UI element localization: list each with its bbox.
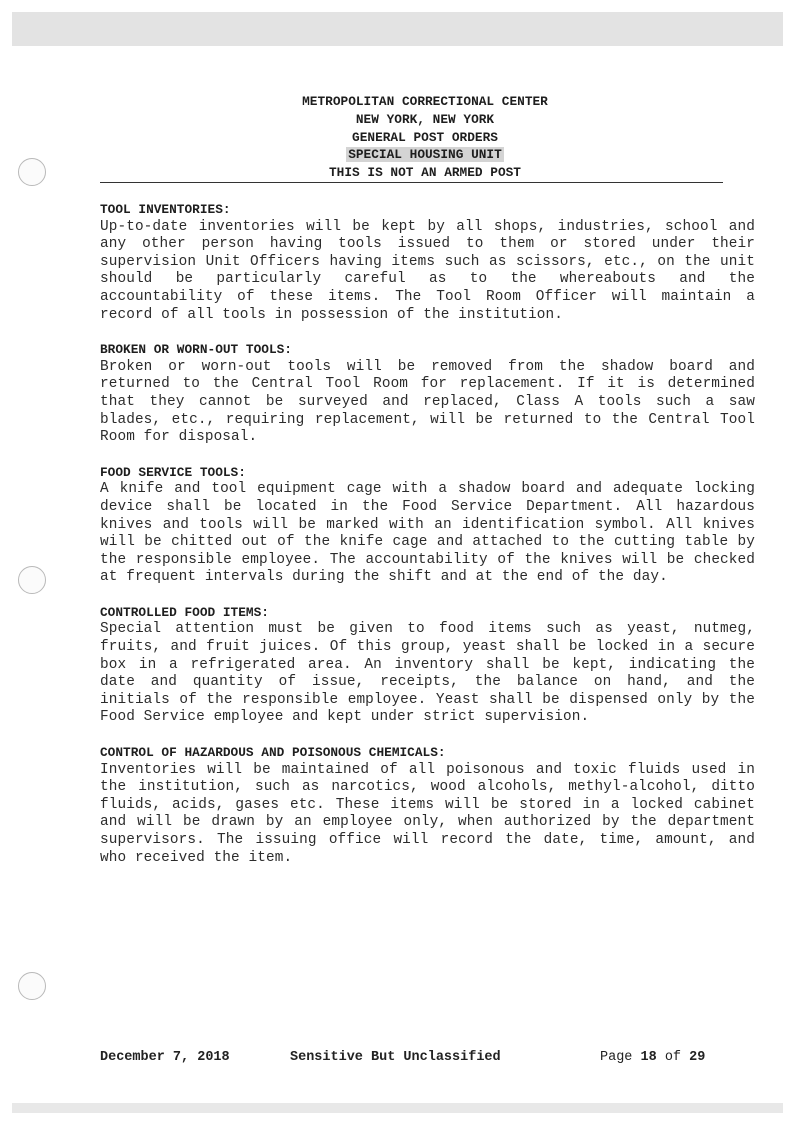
header-unit-line (100, 146, 750, 164)
header-institution: METROPOLITAN CORRECTIONAL CENTER (302, 94, 548, 109)
section-title: CONTROLLED FOOD ITEMS: (100, 604, 269, 620)
footer-date: December 7, 2018 (100, 1050, 230, 1065)
section-text: Up-to-date inventories will be kept by all shops, industries, school and any other person having tools issued to them or stored under their supervision Unit Officers having items such as scissors, etc., on the unit should be particularly careful as to the whereabouts and the accountability of these items. The Tool Room Officer will maintain a record of all tools in possession of the institution. (100, 218, 755, 323)
section-title: FOOD SERVICE TOOLS: (100, 464, 246, 480)
document-header (100, 93, 750, 182)
header-divider (100, 182, 723, 183)
section-food-service-tools (100, 464, 755, 587)
page-footer (100, 1050, 730, 1070)
page-counter (600, 1050, 705, 1065)
section-text: Inventories will be maintained of all poisonous and toxic fluids used in the institution, such as narcotics, wood alcohols, methyl-alcohol, ditto fluids, acids, gases etc. These items will be stored in a locked cabinet and will be drawn by an employee only, when authorized by the department supervisors. The issuing office will record the date, time, amount, and who received the item. (100, 761, 755, 866)
footer-classification: Sensitive But Unclassified (290, 1050, 501, 1065)
section-title: CONTROL OF HAZARDOUS AND POISONOUS CHEMICALS: (100, 745, 446, 761)
punch-hole-icon (18, 972, 46, 1000)
scan-edge-bottom (12, 1103, 783, 1113)
section-hazardous-chemicals (100, 744, 755, 867)
section-broken-tools (100, 341, 755, 447)
section-controlled-food-items (100, 604, 755, 727)
page-number: 18 (640, 1050, 657, 1065)
section-text: Special attention must be given to food items such as yeast, nutmeg, fruits, and fruit juices. Of this group, yeast shall be locked in a secure box in a refrigerated area. An inventory shall be kept, indicating the date and quantity of issue, receipts, the balance on hand, and the initials of the responsible employee. Yeast shall be dispensed only by the Food Service employee and kept under strict supervision. (100, 621, 755, 726)
scan-edge-top (12, 12, 783, 46)
section-title: TOOL INVENTORIES: (100, 202, 231, 217)
header-location: NEW YORK, NEW YORK (355, 111, 495, 127)
page-of-label: of (664, 1050, 682, 1065)
punch-hole-icon (18, 566, 46, 594)
header-post-type: THIS IS NOT AN ARMED POST (329, 165, 521, 181)
header-unit: SPECIAL HOUSING UNIT (348, 147, 502, 163)
document-body (100, 201, 755, 884)
page-label: Page (600, 1050, 633, 1065)
punch-hole-icon (18, 158, 46, 186)
page-total: 29 (689, 1050, 706, 1065)
section-tool-inventories (100, 201, 755, 324)
section-text: Broken or worn-out tools will be removed from the shadow board and returned to the Central Tool Room for replacement. If it is determined that they cannot be surveyed and replaced, Class A tools such a saw blades, etc., requiring replacement, will be returned to the Central Tool Room for disposal. (100, 358, 755, 446)
header-orders: GENERAL POST ORDERS (352, 129, 498, 145)
section-title: BROKEN OR WORN-OUT TOOLS: (100, 342, 292, 358)
section-text: A knife and tool equipment cage with a shadow board and adequate locking device shall be located in the Food Service Department. All hazardous knives and tools will be marked with an identification symbol. All knives will be chitted out of the knife cage and attached to the cutting table by the responsible employee. The accountability of the knives will be checked at frequent intervals during the shift and at the end of the day. (100, 481, 755, 586)
